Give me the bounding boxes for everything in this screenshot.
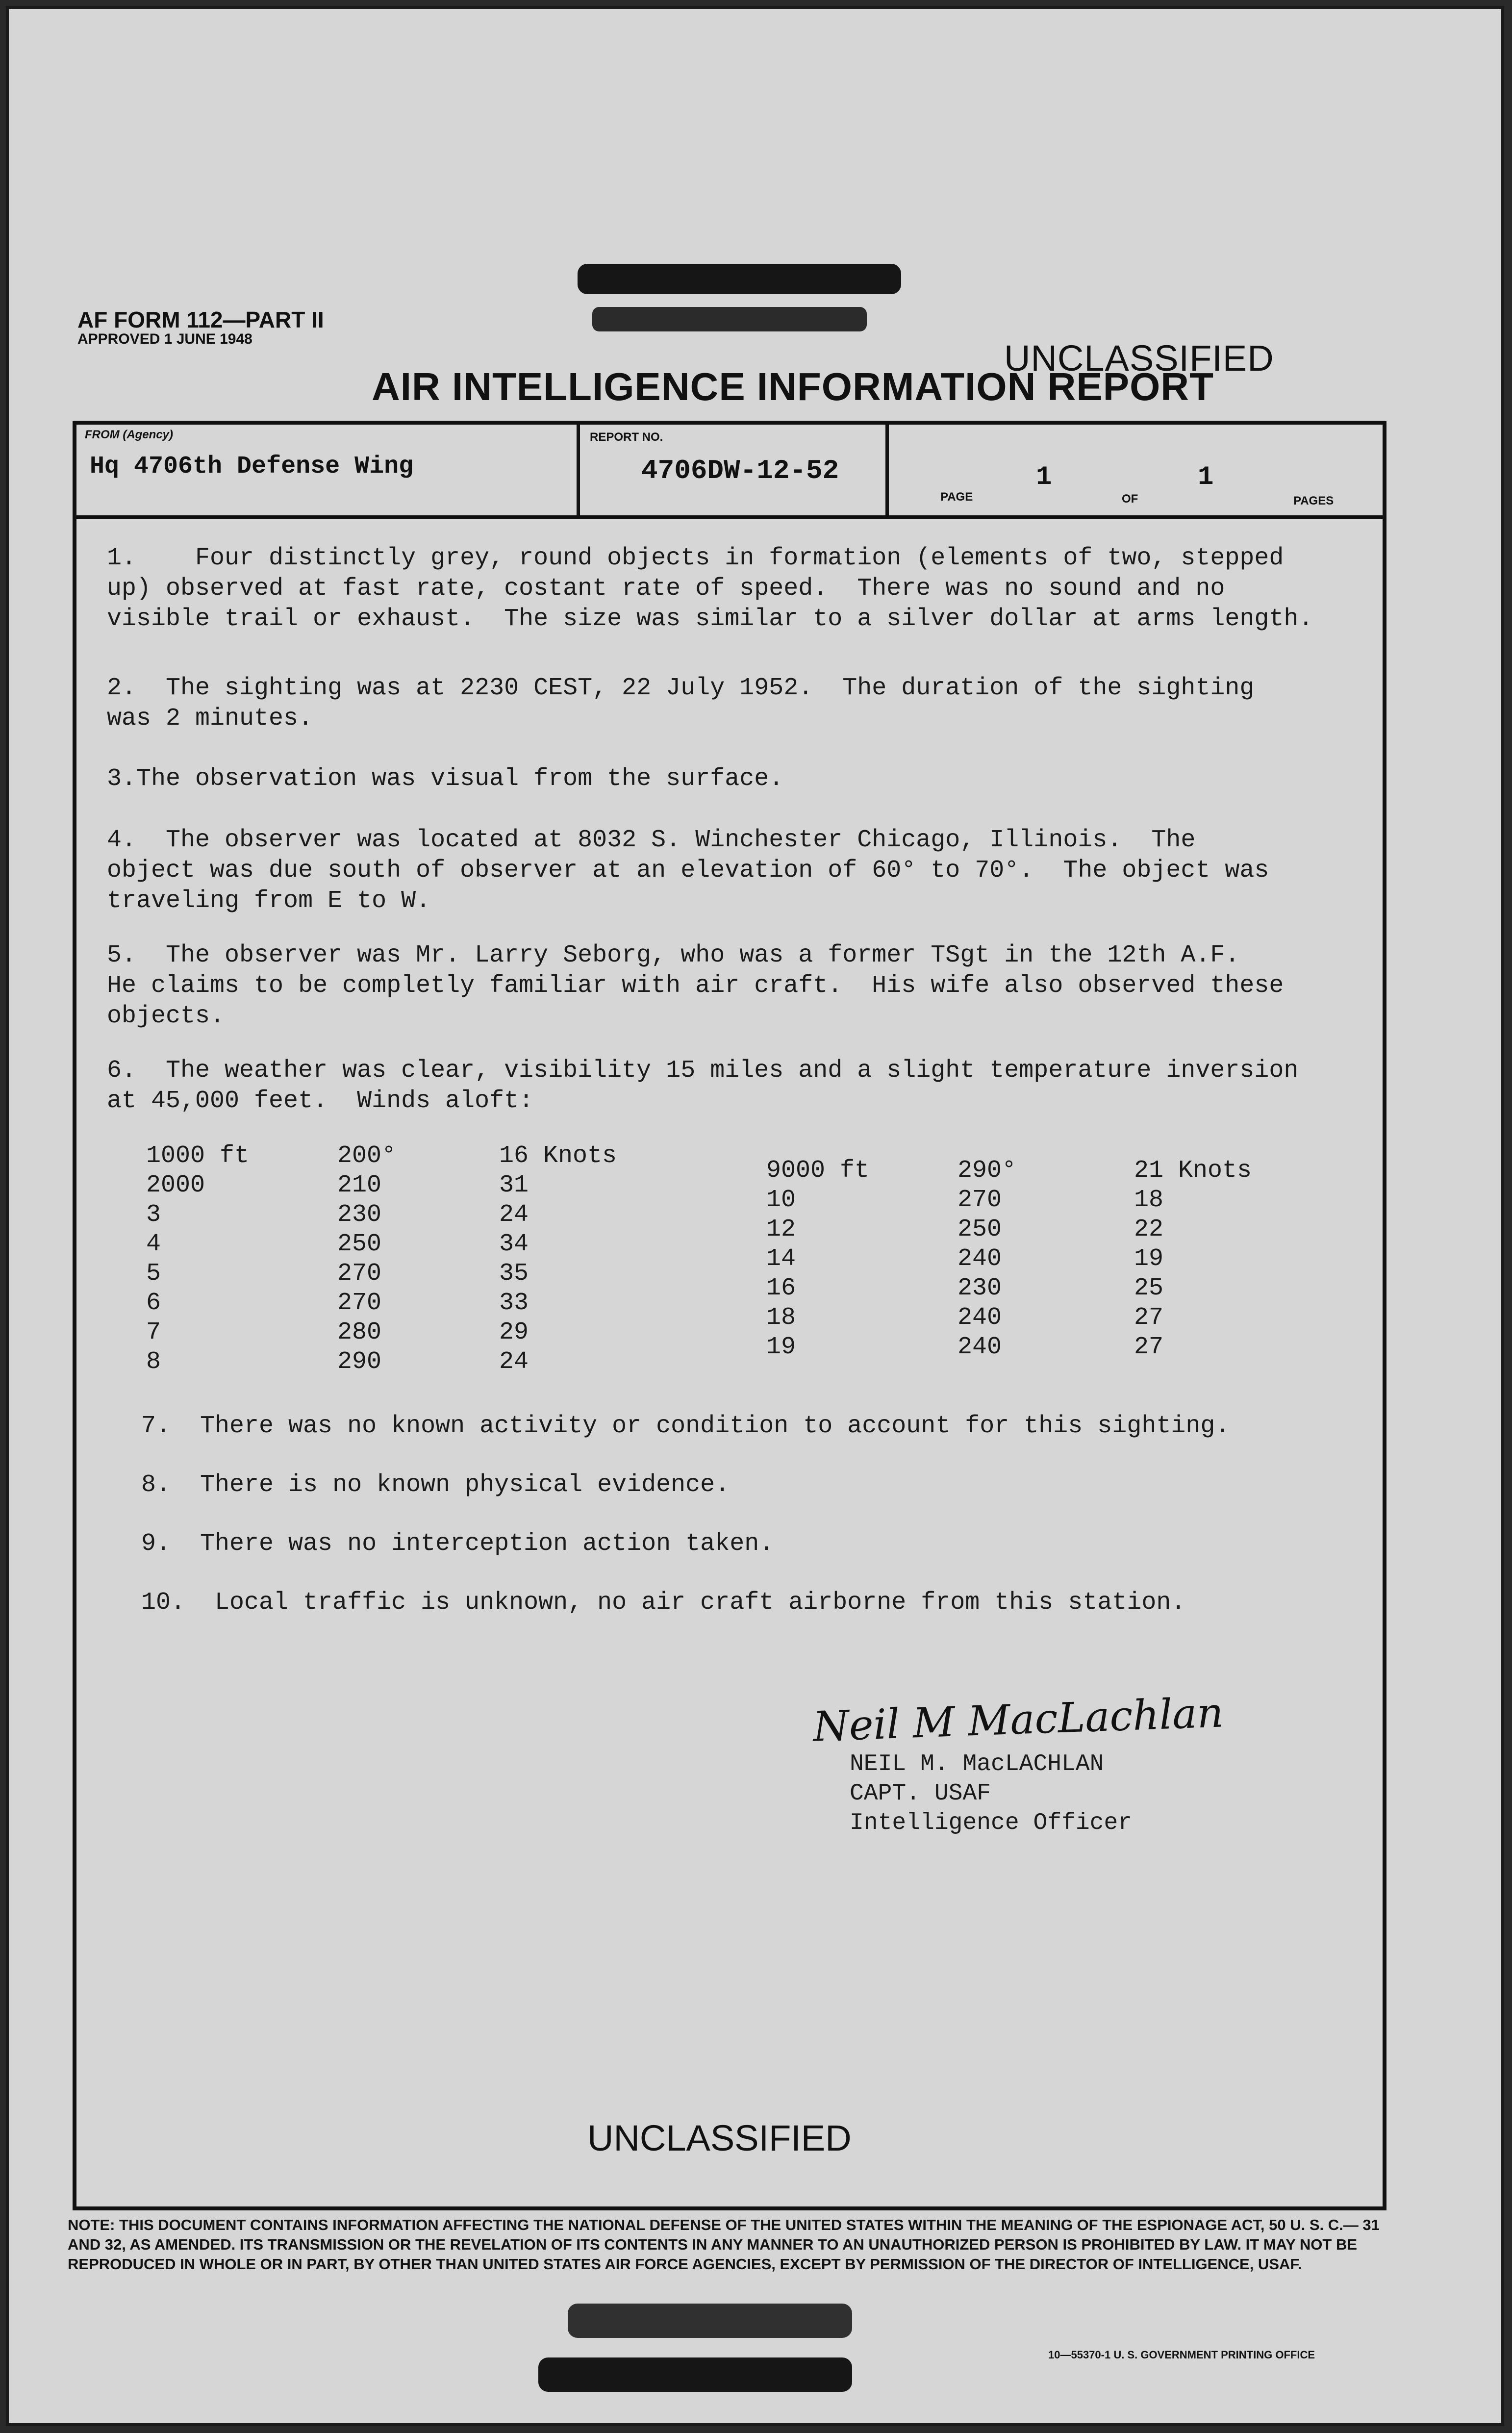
- of-label: OF: [1122, 492, 1138, 506]
- winds-aloft-right-cell: 250: [958, 1216, 1002, 1243]
- classification-bottom: UNCLASSIFIED: [587, 2118, 852, 2158]
- paragraph-6: 6. The weather was clear, visibility 15 miles and a slight temperature inversion at 45,000 feet. Winds aloft:: [107, 1057, 1299, 1115]
- winds-aloft-left-cell: 4: [146, 1230, 161, 1258]
- winds-aloft-left-cell: 16 Knots: [499, 1142, 617, 1170]
- winds-aloft-right-cell: 290°: [958, 1157, 1017, 1185]
- winds-aloft-right-cell: 10: [766, 1186, 796, 1214]
- winds-aloft-left-cell: 34: [499, 1230, 529, 1258]
- paragraph-3: 3.The observation was visual from the surface.: [107, 765, 784, 793]
- winds-aloft-left-cell: 24: [499, 1348, 529, 1376]
- form-approved-date: APPROVED 1 JUNE 1948: [77, 331, 252, 348]
- page-label: PAGE: [940, 490, 973, 504]
- classification-top: UNCLASSIFIED: [1004, 338, 1274, 379]
- winds-aloft-left-cell: 33: [499, 1289, 529, 1317]
- winds-aloft-right-cell: 270: [958, 1186, 1002, 1214]
- winds-aloft-right-cell: 16: [766, 1274, 796, 1302]
- winds-aloft-right-cell: 21 Knots: [1134, 1157, 1252, 1185]
- signature-rank: CAPT. USAF: [850, 1780, 991, 1807]
- handwritten-signature: Neil M MacLachlan: [812, 1688, 1225, 1751]
- winds-aloft-left-cell: 24: [499, 1201, 529, 1229]
- redacted-stamp-top: [578, 264, 901, 294]
- winds-aloft-left-cell: 8: [146, 1348, 161, 1376]
- form-identifier: [77, 308, 324, 347]
- paragraph-2: 2. The sighting was at 2230 CEST, 22 July 1952. The duration of the sighting was 2 minutes.: [107, 674, 1255, 733]
- winds-aloft-left-cell: 230: [337, 1201, 382, 1229]
- page-value: 1: [1036, 462, 1052, 492]
- paragraph-1: 1. Four distinctly grey, round objects in formation (elements of two, stepped up) observed at fast rate, costant rate of speed. There was no sound and no visible trail or exhaust. The size was similar to a silver dollar at arms length.: [107, 544, 1313, 633]
- winds-aloft-left-cell: 270: [337, 1260, 382, 1288]
- form-id: AF FORM 112—PART II: [77, 307, 324, 332]
- winds-aloft-right-cell: 14: [766, 1245, 796, 1273]
- winds-aloft-right-direction: [958, 1156, 1016, 1362]
- winds-aloft-right-cell: 230: [958, 1274, 1002, 1302]
- winds-aloft-left-cell: 280: [337, 1318, 382, 1346]
- winds-aloft-right-cell: 240: [958, 1333, 1002, 1361]
- winds-aloft-right-cell: 18: [1134, 1186, 1164, 1214]
- winds-aloft-right-speed: [1134, 1156, 1252, 1362]
- winds-aloft-right-cell: 240: [958, 1245, 1002, 1273]
- winds-aloft-left-direction: [337, 1141, 396, 1377]
- winds-aloft-left-cell: 250: [337, 1230, 382, 1258]
- of-value: 1: [1198, 462, 1214, 492]
- report-no-label: REPORT NO.: [590, 431, 663, 444]
- report-title: AIR INTELLIGENCE INFORMATION REPORT: [372, 365, 1214, 408]
- paragraph-5: 5. The observer was Mr. Larry Seborg, who was a former TSgt in the 12th A.F. He claims to be completly familiar with air craft. His wife also observed these objects.: [107, 941, 1284, 1030]
- winds-aloft-left-cell: 200°: [337, 1142, 397, 1170]
- espionage-act-note: NOTE: THIS DOCUMENT CONTAINS INFORMATION AFFECTING THE NATIONAL DEFENSE OF THE UNITED STATES WITHIN THE MEANING OF THE ESPIONAGE ACT, 50 U. S. C.— 31 AND 32, AS AMENDED. ITS TRANSMISSION OR THE REVELATION OF ITS CONTENTS IN ANY MANNER TO AN UNAUTHORIZED PERSON IS PROHIBITED BY LAW. IT MAY NOT BE REPRODUCED IN WHOLE OR IN PART, BY OTHER THAN UNITED STATES AIR FORCE AGENCIES, EXCEPT BY PERMISSION OF THE DIRECTOR OF INTELLIGENCE, USAF.: [68, 2216, 1380, 2273]
- document-sheet: [6, 6, 1504, 2426]
- from-label: FROM (Agency): [85, 428, 173, 441]
- printer-imprint: 10—55370-1 U. S. GOVERNMENT PRINTING OFFICE: [1048, 2349, 1315, 2361]
- winds-aloft-left-altitude: [146, 1141, 249, 1377]
- winds-aloft-left-cell: 5: [146, 1260, 161, 1288]
- redacted-stamp-bottom: [568, 2304, 852, 2338]
- paragraph-4: 4. The observer was located at 8032 S. Winchester Chicago, Illinois. The object was due south of observer at an elevation of 60° to 70°. The object was traveling from E to W.: [107, 826, 1269, 915]
- paragraph-8: 8. There is no known physical evidence.: [141, 1471, 730, 1499]
- redacted-stamp-top-2: [592, 307, 867, 331]
- winds-aloft-left-cell: 6: [146, 1289, 161, 1317]
- signature-title: Intelligence Officer: [850, 1810, 1133, 1836]
- winds-aloft-right-cell: 27: [1134, 1304, 1164, 1332]
- header-divider-1: [577, 421, 580, 519]
- winds-aloft-left-cell: 7: [146, 1318, 161, 1346]
- winds-aloft-left-cell: 210: [337, 1171, 382, 1199]
- winds-aloft-right-altitude: [766, 1156, 869, 1362]
- winds-aloft-left-cell: 290: [337, 1348, 382, 1376]
- winds-aloft-left-speed: [499, 1141, 617, 1377]
- winds-aloft-left-cell: 270: [337, 1289, 382, 1317]
- winds-aloft-left-cell: 31: [499, 1171, 529, 1199]
- header-divider-2: [885, 421, 889, 519]
- winds-aloft-left-cell: 35: [499, 1260, 529, 1288]
- from-value: Hq 4706th Defense Wing: [90, 453, 414, 481]
- winds-aloft-left-cell: 29: [499, 1318, 529, 1346]
- winds-aloft-right-cell: 25: [1134, 1274, 1164, 1302]
- winds-aloft-left-cell: 2000: [146, 1171, 205, 1199]
- signature-name: NEIL M. MacLACHLAN: [850, 1751, 1104, 1777]
- winds-aloft-right-cell: 9000 ft: [766, 1157, 870, 1185]
- paragraph-9: 9. There was no interception action taken.: [141, 1530, 774, 1558]
- winds-aloft-right-cell: 27: [1134, 1333, 1164, 1361]
- paragraph-7: 7. There was no known activity or condition to account for this sighting.: [141, 1412, 1230, 1440]
- winds-aloft-right-cell: 240: [958, 1304, 1002, 1332]
- winds-aloft-right-cell: 19: [766, 1333, 796, 1361]
- winds-aloft-left-cell: 3: [146, 1201, 161, 1229]
- redacted-stamp-bottom-2: [538, 2357, 852, 2392]
- winds-aloft-right-cell: 22: [1134, 1216, 1164, 1243]
- winds-aloft-right-cell: 18: [766, 1304, 796, 1332]
- winds-aloft-left-cell: 1000 ft: [146, 1142, 250, 1170]
- winds-aloft-right-cell: 12: [766, 1216, 796, 1243]
- pages-label: PAGES: [1293, 494, 1334, 507]
- winds-aloft-right-cell: 19: [1134, 1245, 1164, 1273]
- report-no-value: 4706DW-12-52: [641, 455, 839, 486]
- paragraph-10: 10. Local traffic is unknown, no air craft airborne from this station.: [141, 1589, 1186, 1617]
